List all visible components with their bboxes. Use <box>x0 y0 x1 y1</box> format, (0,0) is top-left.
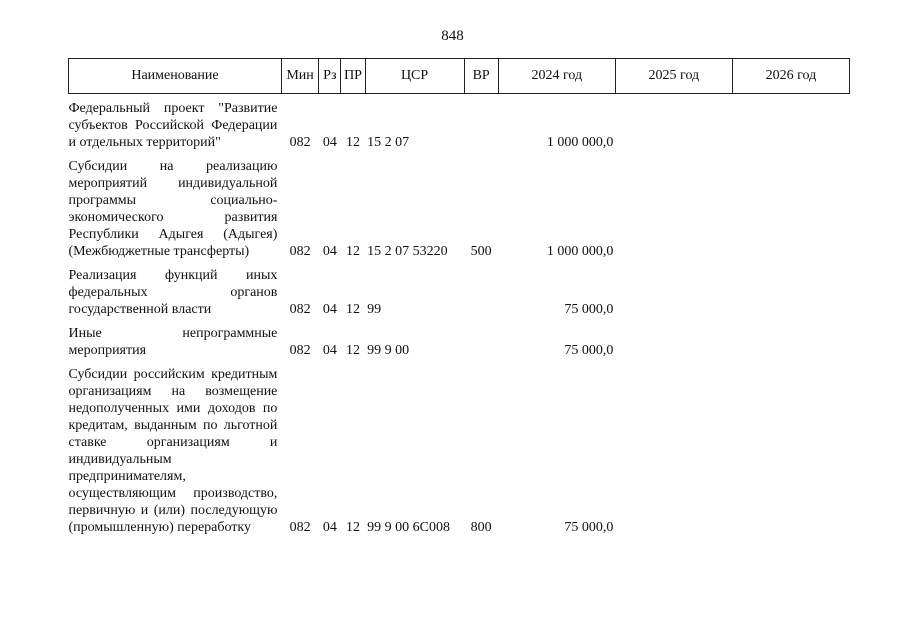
row-name: Иные непрограммные мероприятия <box>68 326 278 358</box>
row-vr: 800 <box>470 520 492 535</box>
row-min: 082 <box>289 135 311 150</box>
row-amount-2026 <box>732 359 849 536</box>
header-rz: Рз <box>319 59 341 94</box>
header-csr: ЦСР <box>365 59 464 94</box>
row-csr: 15 2 07 <box>367 135 410 150</box>
header-2025: 2025 год <box>615 59 732 94</box>
row-min: 082 <box>289 520 311 535</box>
row-name: Субсидии российским кредитным организациям на возмещение недополученных ими доходов по кредитам, выданным по льготной ставке организациям и индивидуальным предпринимателям, осуществляющим производство, первичную и (или) последующую (промышленную) переработку <box>68 367 278 535</box>
row-name: Федеральный проект "Развитие субъектов Российской Федерации и отдельных территорий" <box>68 101 278 150</box>
row-pr: 12 <box>346 244 361 259</box>
header-vr: ВР <box>464 59 498 94</box>
row-csr: 15 2 07 53220 <box>367 244 448 259</box>
row-csr: 99 <box>367 302 382 317</box>
row-amount-2025 <box>615 151 732 260</box>
row-min: 082 <box>289 343 311 358</box>
table-header-row <box>69 59 850 94</box>
row-amount-2024: 75 000,0 <box>564 343 614 358</box>
row-vr <box>464 260 498 318</box>
row-name: Субсидии на реализацию мероприятий индивидуальной программы социально-экономического развития Республики Адыгея (Адыгея) (Межбюджетные трансферты) <box>68 159 278 259</box>
row-amount-2024: 1 000 000,0 <box>546 135 614 150</box>
row-rz: 04 <box>322 343 337 358</box>
row-amount-2025 <box>615 260 732 318</box>
row-amount-2024: 75 000,0 <box>564 520 614 535</box>
row-rz: 04 <box>322 244 337 259</box>
header-name: Наименование <box>69 59 282 94</box>
header-pr: ПР <box>341 59 365 94</box>
row-min: 082 <box>289 302 311 317</box>
header-2024: 2024 год <box>498 59 615 94</box>
row-name: Реализация функций иных федеральных органов государственной власти <box>68 268 278 317</box>
row-amount-2025 <box>615 94 732 152</box>
table-row <box>69 318 850 359</box>
table-row <box>69 260 850 318</box>
row-amount-2024: 75 000,0 <box>564 302 614 317</box>
row-amount-2026 <box>732 94 849 152</box>
row-csr: 99 9 00 <box>367 343 410 358</box>
row-vr <box>464 94 498 152</box>
row-vr: 500 <box>470 244 492 259</box>
row-rz: 04 <box>322 135 337 150</box>
row-amount-2026 <box>732 260 849 318</box>
row-pr: 12 <box>346 135 361 150</box>
row-amount-2024: 1 000 000,0 <box>546 244 614 259</box>
row-amount-2026 <box>732 318 849 359</box>
row-pr: 12 <box>346 343 361 358</box>
row-amount-2025 <box>615 359 732 536</box>
row-vr <box>464 318 498 359</box>
budget-table <box>68 58 850 536</box>
row-rz: 04 <box>322 520 337 535</box>
row-amount-2026 <box>732 151 849 260</box>
table-row <box>69 151 850 260</box>
row-pr: 12 <box>346 302 361 317</box>
row-csr: 99 9 00 6С008 <box>367 520 450 535</box>
header-min: Мин <box>281 59 318 94</box>
header-2026: 2026 год <box>732 59 849 94</box>
row-amount-2025 <box>615 318 732 359</box>
table-row <box>69 359 850 536</box>
table-row <box>69 94 850 152</box>
row-min: 082 <box>289 244 311 259</box>
row-pr: 12 <box>346 520 361 535</box>
page-number: 848 <box>441 28 464 44</box>
row-rz: 04 <box>322 302 337 317</box>
